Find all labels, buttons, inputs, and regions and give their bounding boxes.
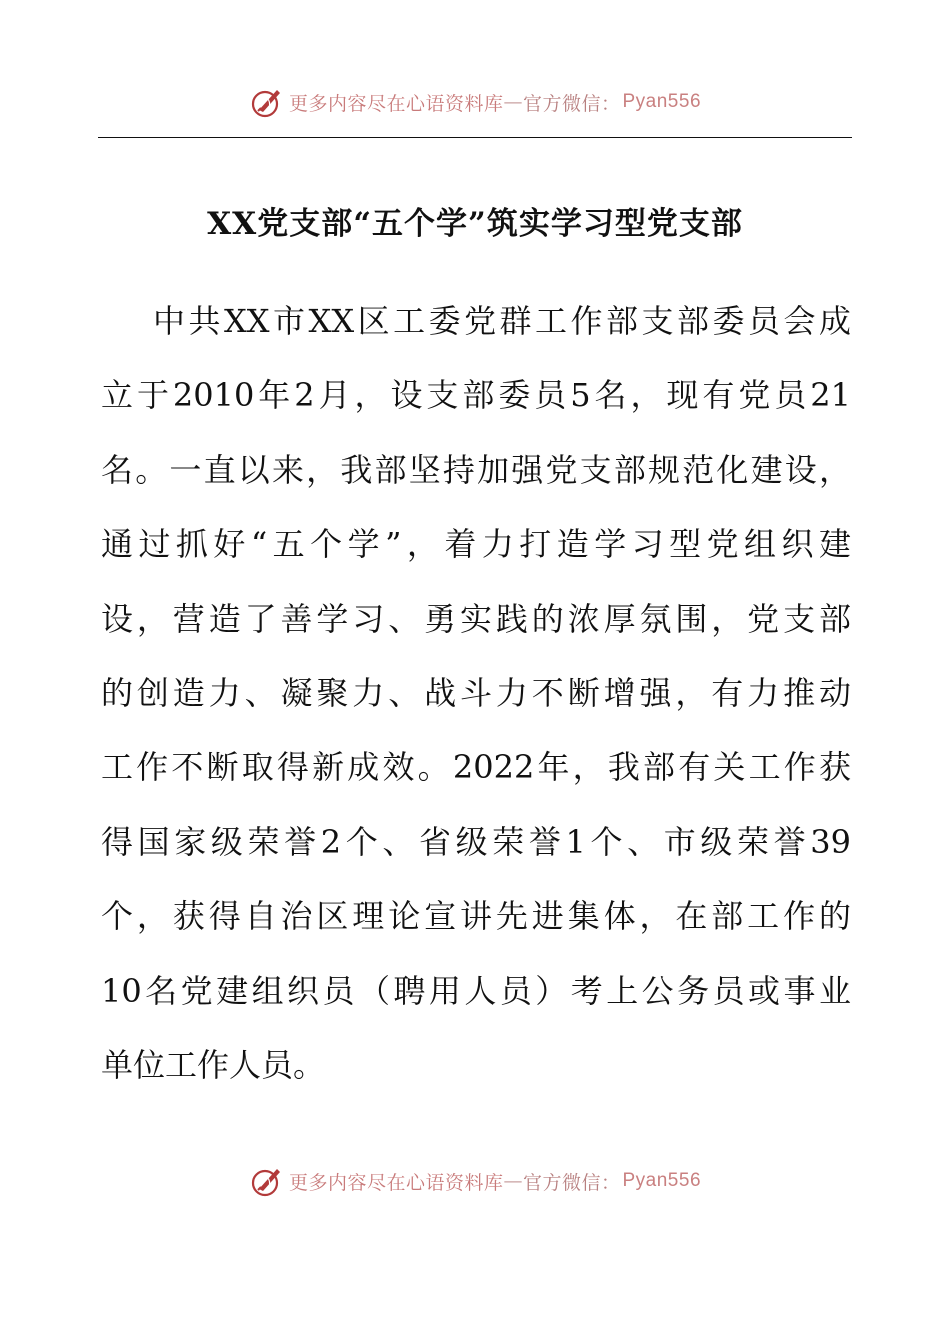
watermark-wechat-id: Pyan556 [622,91,702,112]
watermark-wechat-label: 官方微信： [522,1171,621,1194]
watermark-dash: — [503,91,523,113]
body-line: 设，营造了善学习、勇实践的浓厚氛围，党支部 [101,599,851,638]
footer-watermark [0,1163,950,1199]
watermark-wechat-label: 官方微信： [522,92,621,115]
quill-pen-logo-icon [249,1163,285,1199]
body-line: 立于2010年2月，设支部委员5名，现有党员21 [101,376,851,415]
watermark-dash: — [503,1170,523,1192]
body-line: 10名党建组织员（聘用人员）考上公务员或事业 [101,971,851,1010]
quill-pen-logo-icon [249,84,285,120]
document-body [101,294,851,1112]
body-line: 中共XX市XX区工委党群工作部支部委员会成 [153,302,851,340]
header-divider [98,137,852,138]
header-watermark [0,84,950,120]
watermark-site-name: 更多内容尽在心语资料库 [288,92,504,115]
body-line: 名。一直以来，我部坚持加强党支部规范化建设， [101,450,851,489]
body-line: 工作不断取得新成效。2022年，我部有关工作获 [101,748,851,787]
watermark-wechat-id: Pyan556 [622,1170,702,1191]
body-line: 的创造力、凝聚力、战斗力不断增强，有力推动 [101,673,851,712]
watermark-site-name: 更多内容尽在心语资料库 [288,1171,504,1194]
body-line: 通过抓好“五个学”，着力打造学习型党组织建 [101,525,851,564]
body-line: 个，获得自治区理论宣讲先进集体，在部工作的 [101,897,851,936]
body-line: 得国家级荣誉2个、省级荣誉1个、市级荣誉39 [101,822,851,861]
document-title: XX党支部“五个学”筑实学习型党支部 [207,206,743,242]
body-line: 单位工作人员。 [101,1045,326,1084]
